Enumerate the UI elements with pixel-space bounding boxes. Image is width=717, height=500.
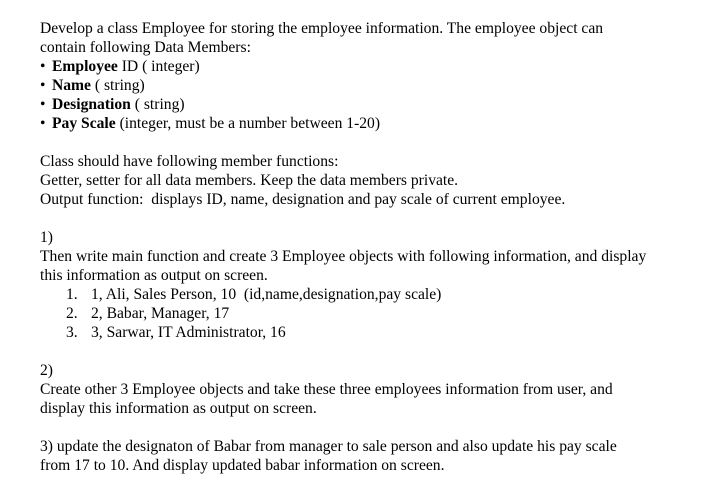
member-name: Employee <box>52 58 118 75</box>
task1-line-2: this information as output on screen. <box>40 267 268 284</box>
task2-number: 2) <box>40 362 53 379</box>
bullet-icon: • <box>40 58 46 75</box>
functions-line-1: Class should have following member functions: <box>40 153 339 170</box>
task1-line-1: Then write main function and create 3 Employee objects with following information, and display <box>40 248 647 265</box>
list-item <box>40 323 710 342</box>
list-item <box>40 57 710 76</box>
data-members-list <box>40 57 710 133</box>
task1-numbered-list <box>40 285 710 342</box>
list-item <box>40 304 710 323</box>
item-text: 3, Sarwar, IT Administrator, 16 <box>91 324 286 341</box>
task2-line-1: Create other 3 Employee objects and take these three employees information from user, and <box>40 381 613 398</box>
member-name: Name <box>52 77 91 94</box>
spacer <box>40 133 710 152</box>
member-detail: ( string) <box>130 96 185 113</box>
list-item <box>40 95 710 114</box>
list-item <box>40 285 710 304</box>
bullet-icon: • <box>40 115 46 132</box>
task2-line-2: display this information as output on screen. <box>40 400 317 417</box>
functions-line-2: Getter, setter for all data members. Keep the data members private. <box>40 172 459 189</box>
spacer <box>40 418 710 437</box>
bullet-icon: • <box>40 96 46 113</box>
member-detail: (integer, must be a number between 1-20) <box>115 115 381 132</box>
item-number: 2. <box>66 305 78 322</box>
member-detail: ( string) <box>90 77 145 94</box>
list-item <box>40 76 710 95</box>
document-body <box>40 19 710 475</box>
bullet-icon: • <box>40 77 46 94</box>
task3-line-2: from 17 to 10. And display updated babar information on screen. <box>40 457 445 474</box>
spacer <box>40 342 710 361</box>
item-text: 1, Ali, Sales Person, 10 (id,name,designation,pay scale) <box>91 286 442 303</box>
functions-line-3: Output function: displays ID, name, designation and pay scale of current employee. <box>40 191 566 208</box>
member-name: Designation <box>52 96 131 113</box>
spacer <box>40 209 710 228</box>
item-text: 2, Babar, Manager, 17 <box>91 305 230 322</box>
item-number: 3. <box>66 324 78 341</box>
intro-line-2: contain following Data Members: <box>40 39 251 56</box>
list-item <box>40 114 710 133</box>
item-number: 1. <box>66 286 78 303</box>
intro-line-1: Develop a class Employee for storing the employee information. The employee object can <box>40 20 604 37</box>
member-detail: ID ( integer) <box>117 58 200 75</box>
task1-number: 1) <box>40 229 53 246</box>
member-name: Pay Scale <box>52 115 116 132</box>
task3-line-1: 3) update the designaton of Babar from manager to sale person and also update his pay scale <box>40 438 617 455</box>
